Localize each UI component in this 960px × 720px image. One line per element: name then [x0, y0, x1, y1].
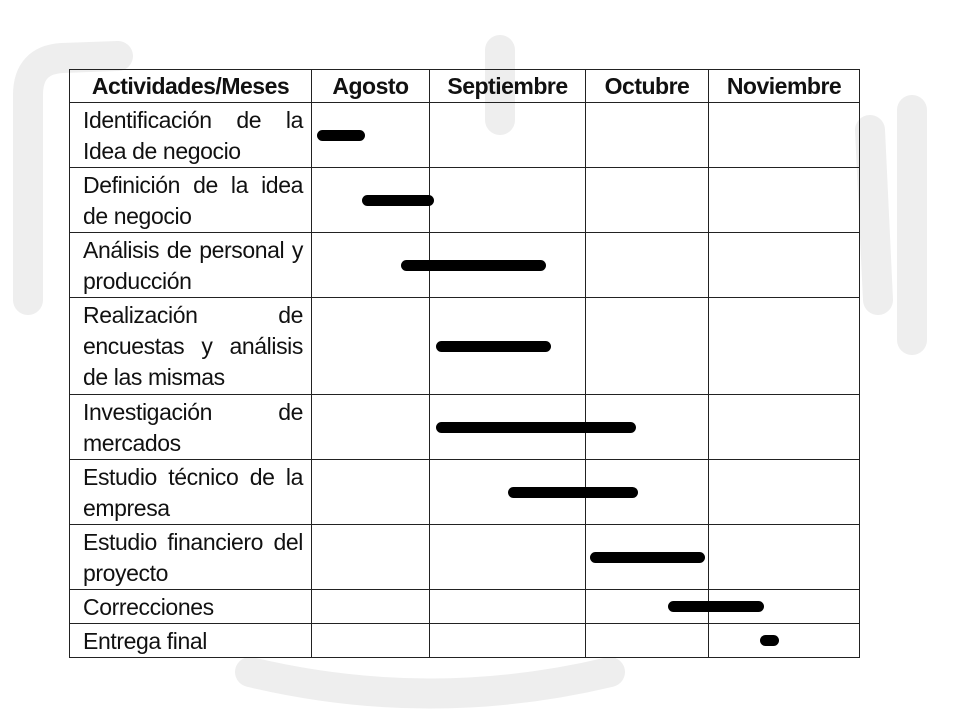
month-cell: [709, 168, 860, 233]
month-cell: [430, 395, 586, 460]
header-month-agosto: Agosto: [312, 70, 430, 103]
gantt-chart: [69, 69, 859, 653]
month-cell: [586, 590, 709, 624]
month-cell: [312, 395, 430, 460]
activity-cell: Identificación de la Idea de negocio: [70, 103, 312, 168]
month-cell: [709, 525, 860, 590]
table-row: [70, 624, 860, 658]
activity-cell: Análisis de personal y producción: [70, 233, 312, 298]
activity-cell: Estudio financiero del proyecto: [70, 525, 312, 590]
month-cell: [586, 298, 709, 395]
month-cell: [312, 103, 430, 168]
month-cell: [586, 525, 709, 590]
header-activities: Actividades/Meses: [70, 70, 312, 103]
month-cell: [312, 624, 430, 658]
activity-cell: Correcciones: [70, 590, 312, 624]
month-cell: [430, 233, 586, 298]
month-cell: [709, 624, 860, 658]
month-cell: [709, 103, 860, 168]
month-cell: [430, 590, 586, 624]
month-cell: [430, 103, 586, 168]
month-cell: [430, 298, 586, 395]
month-cell: [430, 624, 586, 658]
table-row: [70, 168, 860, 233]
header-month-noviembre: Noviembre: [709, 70, 860, 103]
month-cell: [312, 525, 430, 590]
activity-cell: Estudio técnico de la empresa: [70, 460, 312, 525]
activity-cell: Definición de la idea de negocio: [70, 168, 312, 233]
month-cell: [586, 103, 709, 168]
table-row: [70, 298, 860, 395]
month-cell: [709, 460, 860, 525]
month-cell: [709, 395, 860, 460]
table-row: [70, 103, 860, 168]
header-month-octubre: Octubre: [586, 70, 709, 103]
table-row: [70, 460, 860, 525]
activity-cell: Entrega final: [70, 624, 312, 658]
month-cell: [312, 168, 430, 233]
header-row: [70, 70, 860, 103]
table-row: [70, 395, 860, 460]
month-cell: [586, 460, 709, 525]
month-cell: [312, 233, 430, 298]
month-cell: [430, 168, 586, 233]
month-cell: [586, 233, 709, 298]
month-cell: [709, 590, 860, 624]
table-row: [70, 525, 860, 590]
activity-cell: Investigación de mercados: [70, 395, 312, 460]
month-cell: [709, 298, 860, 395]
table-row: [70, 590, 860, 624]
month-cell: [312, 590, 430, 624]
table-row: [70, 233, 860, 298]
header-month-septiembre: Septiembre: [430, 70, 586, 103]
month-cell: [312, 298, 430, 395]
month-cell: [430, 460, 586, 525]
activity-cell: Realización de encuestas y análisis de las mismas: [70, 298, 312, 395]
month-cell: [709, 233, 860, 298]
gantt-table: [69, 69, 860, 658]
month-cell: [586, 168, 709, 233]
month-cell: [586, 624, 709, 658]
month-cell: [586, 395, 709, 460]
month-cell: [312, 460, 430, 525]
month-cell: [430, 525, 586, 590]
